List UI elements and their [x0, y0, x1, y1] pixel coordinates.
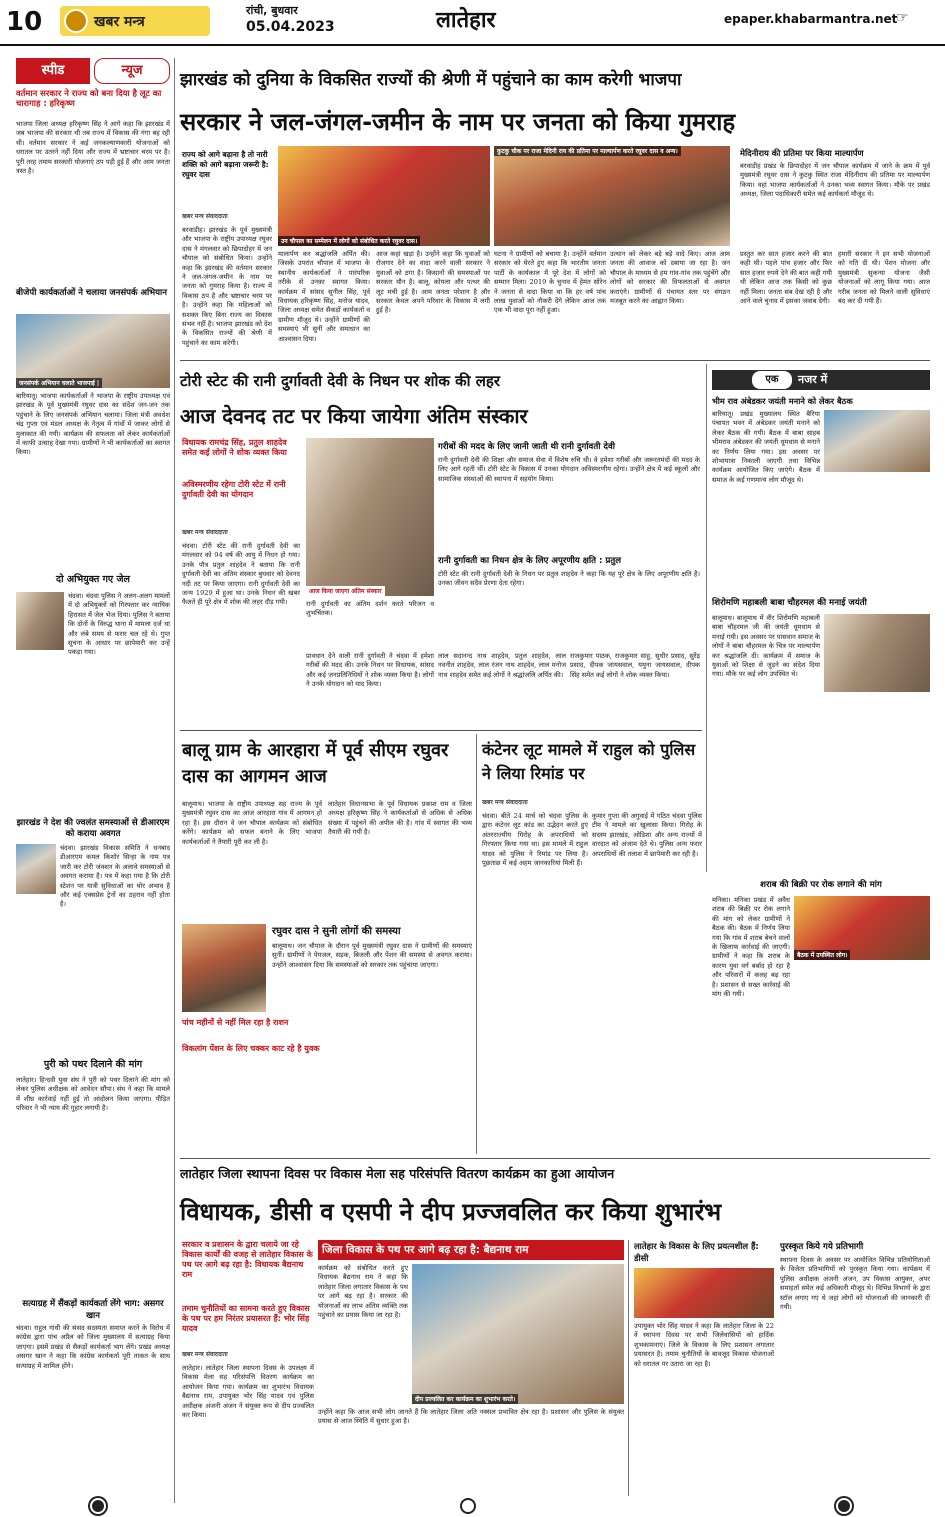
registration-mark-icon	[836, 1498, 852, 1514]
lead-side-body-2: प्रस्तुत कर सात हजार करने की बात कही थी। पहले पांच हजार और फिर सात हजार रुपये देने की बात कही गयी थी लेकिन आज तक किसी को कुछ नहीं मिला। जनता सब देख रही है और आने वाले चुनाव में इसका जवाब देगी।	[740, 250, 832, 306]
rani-subhead: आज देवनद तट पर किया जायेगा अंतिम संस्कार	[180, 404, 528, 428]
container-dateline: खबर मन्त्र संवाददाता	[482, 799, 528, 806]
rani-headline-band	[180, 366, 700, 396]
speed-label: स्पीड	[16, 58, 90, 84]
brand-name: खबर मन्त्र	[94, 14, 145, 30]
speed-story4-headline: झारखंड ने देश की ज्वलंत समस्याओं से डीआरएम को कराया अवगत	[16, 818, 170, 839]
masthead-city-day: रांची, बुधवार	[246, 4, 298, 17]
speed-news-label	[16, 58, 170, 84]
rani-point-1: विधायक रामचंद्र सिंह, प्रतुल शाहदेव समेत कई लोगों ने शोक व्यक्त किया	[182, 438, 287, 457]
sthapna-photo-caption: दीप प्रज्वलित कर कार्यक्रम का शुभारंभ करते।	[412, 1394, 518, 1404]
ek-story1-body-cont	[712, 504, 930, 544]
raghuvar-box-headline: रघुवर दास ने सुनी लोगों की समस्या	[272, 926, 401, 937]
baalu-body-1: बालूमाथ। भाजपा के राष्ट्रीय उपाध्यक्ष सह राज्य के पूर्व मुख्यमंत्री रघुवर दास का आज आरहारा गांव में आगमन हो रहा है। इस दौरान वे जन चौपाल कार्यक्रम को संबोधित करेंगे। कार्यक्रम को सफल बनाने के लिए भाजपा कार्यकर्ताओं ने तैयारी पूरी कर ली है।	[182, 800, 322, 846]
brand-logo	[60, 6, 210, 36]
raghuvar-box-point-2: विकलांग पेंशन के लिए चक्कर काट रहे है युवक	[182, 1044, 320, 1053]
epaper-url[interactable]: epaper.khabarmantra.net	[724, 12, 898, 26]
lead-photo-1-caption: उन चौपाल का सम्मेलन में लोगों को संबोधित करते रघुवर दास।	[278, 236, 420, 246]
lead-bottom-rule	[180, 360, 930, 361]
rani-box-2-body: टोरी स्टेट की रानी दुर्गावती देवी के निधन पर प्रतुल शाहदेव ने कहा कि यह पूरे क्षेत्र के लिए अपूरणीय क्षति है। उनका जीवन सदैव प्रेरणा देता रहेगा।	[438, 570, 700, 588]
ek-story1-body: बारियातू। प्रखंड मुख्यालय स्थित बैरिया पंचायत भवन में अंबेडकर जयंती मनाने को लेकर बैठक की गयी। बैठक में बाबा साहब भीमराव अंबेडकर की जयंती धूमधाम से मनाने का निर्णय लिया गया। इस अवसर पर शोभायात्रा निकाली जाएगी तथा विभिन्न कार्यक्रम आयोजित किए जाएंगे। बैठक में समाज के कई गणमान्य लोग मौजूद थे।	[712, 410, 820, 484]
ek-story2-photo	[824, 614, 930, 692]
speed-story3-photo	[16, 592, 64, 650]
section-name: लातेहार	[436, 8, 496, 33]
speed-story6-body: चंदवा। राहुल गांधी की संसद सदस्यता समाप्त करने के विरोध में कांग्रेस द्वारा पांच अप्रैल को जिला मुख्यालय में सत्याग्रह किया जाएगा। इसमें प्रखंड से सैकड़ों कार्यकर्ता भाग लेंगे। प्रखंड अध्यक्ष असगर खान ने कहा कि कांग्रेस कार्यकर्ता पूरी ताकत के साथ सत्याग्रह में शामिल होंगे।	[16, 1324, 170, 1370]
rani-dateline: खबर मन्त्र संवाददाता	[182, 529, 228, 536]
sthapna-dc-body: उपायुक्त भोर सिंह यादव ने कहा कि लातेहार जिला के 22 वें स्थापना दिवस पर सभी जिलेवासियों को हार्दिक शुभकामनाएं। जिले के विकास के लिए प्रशासन लगातार प्रयासरत है। तमाम चुनौतियों के बावजूद विकास योजनाओं को धरातल पर उतारा जा रहा है।	[634, 1322, 774, 1368]
news-label: न्यूज	[94, 58, 170, 84]
lead-photo-1	[278, 146, 490, 246]
speed-story3-body: चंदवा। चंदवा पुलिस ने अलग-अलग मामलों में दो अभियुक्तों को गिरफ्तार कर न्यायिक हिरासत में जेल भेज दिया। पुलिस ने बताया कि दोनों के विरुद्ध थाना में मामला दर्ज था और लंबे समय से फरार चल रहे थे। गुप्त सूचना के आधार पर छापेमारी कर उन्हें पकड़ा गया।	[68, 592, 170, 657]
ek-story3-body: मनिका। मनिका प्रखंड में अवैध शराब की बिक्री पर रोक लगाने की मांग को लेकर ग्रामीणों ने बैठक की। बैठक में निर्णय लिया गया कि गांव में शराब बेचने वालों के खिलाफ कार्रवाई की जाएगी। ग्रामीणों ने कहा कि शराब के कारण युवा वर्ग बर्बाद हो रहा है और परिवारों में कलह बढ़ रहा है। प्रशासन से सख्त कार्रवाई की मांग की गयी।	[712, 896, 790, 999]
sthapna-photo	[412, 1264, 624, 1404]
speed-story1-headline: वर्तमान सरकार ने राज्य को बना दिया है लूट का चारागाह : हरिकृष्ण	[16, 88, 162, 108]
sthapna-headline: विधायक, डीसी व एसपी ने दीप प्रज्जवलित कर किया शुभारंभ	[180, 1198, 722, 1226]
sthapna-dc-photo	[634, 1268, 774, 1318]
rani-body-1: चंदवा। टोरी स्टेट की रानी दुर्गावती देवी का मंगलवार को 94 वर्ष की आयु में निधन हो गया। उनके पौत्र प्रतुल शाहदेव ने बताया कि रानी दुर्गावती देवी का अंतिम संस्कार बुधवार को देवनद नदी तट पर किया जाएगा। रानी दुर्गावती देवी का जन्म 1929 में हुआ था। उनके निधन की खबर फैलते ही पूरे क्षेत्र में शोक की लहर दौड़ गयी।	[182, 542, 300, 607]
baalu-headline: बालू ग्राम के आरहारा में पूर्व सीएम रघुवर दास का आगमन आज	[182, 740, 449, 787]
ek-nazar-label	[712, 370, 930, 390]
baalu-divider	[476, 734, 477, 1154]
container-body-2: कुमार गुप्ता की अगुवाई में गठित चंदवा पुलिस टीम ने मामले का खुलासा किया। गिरोह के सदस्य झारखंड, ओडिशा और अन्य राज्यों में वारदात को अंजाम देते थे। पुलिस अन्य फरार अपराधियों की तलाश में छापेमारी कर रही है।	[592, 812, 702, 858]
rani-photo	[306, 438, 434, 596]
lead-kicker-text: झारखंड को दुनिया के विकसित राज्यों की श्रेणी में पहुंचाने का काम करेगी भाजपा	[180, 70, 682, 90]
raghuvar-box-body-cont	[330, 1018, 472, 1150]
ek-story2-body: बालूमाथ। बालूमाथ में वीर शिरोमणि महाबली बाबा चौहरमल जी की जयंती धूमधाम से मनाई गयी। इस अवसर पर पासवान समाज के लोगों ने बाबा चौहरमल के चित्र पर माल्यार्पण कर श्रद्धांजलि दी। कार्यक्रम में समाज के युवाओं को शिक्षा से जुड़ने का संदेश दिया गया। मौके पर कई लोग उपस्थित थे।	[712, 614, 820, 679]
lead-side-headline: मेदिनीराय की प्रतिमा पर किया माल्यार्पण	[740, 148, 864, 158]
container-body-1: चंदवा। बीते 24 मार्च को चंदवा पुलिस के द्वारा कंटेनर लूट कांड का उद्भेदन करते हुए अंतरराज्यीय गिरोह के अपराधियों को गिरफ्तार किया गया था। इस मामले में राहुल यादव को पुलिस ने रिमांड पर लिया है। पूछताछ में कई अहम जानकारियां मिली हैं।	[482, 812, 588, 868]
lead-headline: सरकार ने जल-जंगल-जमीन के नाम पर जनता को किया गुमराह	[180, 108, 736, 136]
lead-body-2: मालार्पण कर श्रद्धांजलि अर्पित की। जिसके उपरांत चौपाल में भाजपा के स्थानीय कार्यकर्ताओं ने पारंपरिक तरीके से उनका स्वागत किया। कार्यक्रम में सांसद सुनील सिंह, पूर्व विधायक हरिकृष्ण सिंह, मनोज यादव, जिला अध्यक्ष समेत सैकड़ों कार्यकर्ता व ग्रामीण मौजूद थे। उन्होंने ग्रामीणों की समस्याएं भी सुनीं और समाधान का आश्वासन दिया।	[278, 250, 370, 343]
page-number: 10	[6, 7, 43, 37]
speed-story3-headline: दो अभियुक्त गए जेल	[56, 574, 130, 585]
masthead-date: 05.04.2023	[246, 19, 335, 35]
rani-bottom-rule	[180, 730, 702, 731]
lead-photo-2	[494, 146, 730, 246]
lead-headline-band	[180, 102, 930, 142]
ek-story3-body-cont	[712, 962, 930, 1156]
rani-box-1-body: रानी दुर्गावती देवी की शिक्षा और समाज सेवा में विशेष रुचि थी। वे हमेशा गरीबों और जरूरतमंदों की मदद के लिए आगे रहती थीं। टोरी स्टेट के विकास में उनका योगदान अविस्मरणीय रहेगा। उन्होंने क्षेत्र में कई स्कूलों और सामाजिक संस्थाओं की स्थापना में सहयोग किया।	[438, 456, 700, 483]
sthapna-point-2: तमाम चुनौतियों का सामना करते हुए विकास के पथ पर हम निरंतर प्रयासरत हैं: भोर सिंह यादव	[182, 1304, 310, 1333]
rani-box-1-headline: गरीबों की मदद के लिए जानी जाती थी रानी दुर्गावती देवी	[438, 442, 616, 452]
sthapna-dc-headline: लातेहार के विकास के लिए प्रयत्नशील हैं: डीसी	[634, 1241, 759, 1263]
sthapna-divider	[628, 1240, 629, 1496]
speed-story4-photo	[16, 844, 56, 894]
lead-side-body: बरवाडीह प्रखंड के छिपादोहर में जन चौपाल कार्यक्रम में जाने के क्रम में पूर्व मुख्यमंत्री रघुवर दास ने कुटकु स्थित राजा मेदिनीराय की प्रतिमा पर माल्यार्पण किया। वहां भाजपा कार्यकर्ताओं ने उनका भव्य स्वागत किया। मौके पर प्रखंड अध्यक्ष, जिला पदाधिकारी समेत कई कार्यकर्ता मौजूद थे।	[740, 162, 930, 199]
lead-body-1: बरवाडीह। झारखंड के पूर्व मुख्यमंत्री और भाजपा के राष्ट्रीय उपाध्यक्ष रघुवर दास ने मंगलवार को छिपादोहर में जन चौपाल को संबोधित किया। उन्होंने कहा कि झारखंड की वर्तमान सरकार ने जल-जंगल-जमीन के नाम पर जनता को गुमराह किया है। राज्य में विकास ठप है और भ्रष्टाचार चरम पर है। उन्होंने कहा कि महिलाओं को सशक्त किए बिना राज्य का विकास संभव नहीं है। भाजपा झारखंड को देश के विकसित राज्यों की श्रेणी में पहुंचाने का काम करेगी।	[182, 226, 272, 347]
speed-story2-photo	[16, 314, 170, 388]
speed-story2-body: बारियातू। भाजपा कार्यकर्ताओं ने भाजपा के राष्ट्रीय उपाध्यक्ष एवं झारखंड के पूर्व मुख्यमंत्री रघुवर दास का संदेश जन-जन तक पहुंचाने के लिए जनसंपर्क अभियान चलाया। जिला मंत्री अवधेश चंद्र गुप्ता एवं मंडल अध्यक्ष के नेतृत्व में गांवों में जाकर लोगों से मुलाकात की गयी। कार्यक्रम की सफलता को लेकर कार्यकर्ताओं में काफी उत्साह देखा गया। ग्रामीणों ने भी कार्यकर्ताओं का स्वागत किया।	[16, 392, 170, 457]
sthapna-body-3: उन्होंने कहा कि आज सभी लोग जानते हैं कि लातेहार जिला अति नक्सल प्रभावित क्षेत्र रहा है। प्रशासन और पुलिस के संयुक्त प्रयास से आज स्थिति में सुधार हुआ है।	[318, 1408, 624, 1426]
brand-badge-icon	[64, 9, 88, 33]
lead-side-body-3: हमारी सरकार ने इन सभी योजनाओं को गति दी थी। पेंशन योजना और मुख्यमंत्री सुकन्या योजना जैसी योजनाओं को लागू किया गया। आज गरीब जनता को मिलने वाली सुविधाएं बंद कर दी गयी हैं।	[838, 250, 930, 306]
masthead-divider	[0, 44, 945, 46]
raghuvar-box	[182, 924, 472, 1154]
sthapna-banner	[318, 1240, 624, 1260]
raghuvar-box-photo	[182, 924, 266, 1012]
sthapna-dateline: खबर मन्त्र संवाददाता	[182, 1351, 228, 1358]
cursor-pointer-icon: ☞	[896, 10, 909, 26]
speed-story5-headline: पुरी को पथर दिलाने की मांग	[43, 1059, 143, 1070]
raghuvar-box-body: बालूमाथ। जन चौपाल के दौरान पूर्व मुख्यमंत्री रघुवर दास ने ग्रामीणों की समस्याएं सुनीं। ग्रामीणों ने पेयजल, सड़क, बिजली और पेंशन की समस्या से अवगत कराया। उन्होंने आश्वासन दिया कि समस्याओं को सरकार तक पहुंचाया जाएगा।	[272, 942, 472, 969]
column-divider-right	[706, 364, 707, 872]
speed-story6-headline: सत्याग्रह में सैंकड़ों कार्यकर्ता लेंगे भाग: असगर खान	[22, 1299, 164, 1321]
rani-box-2-headline: रानी दुर्गावती का निधन क्षेत्र के लिए अपूरणीय क्षति : प्रतुल	[438, 556, 622, 566]
nazar-label: नजर में	[798, 373, 828, 386]
lead-quote-box	[182, 150, 272, 206]
rani-body-3: लाल सदानन्द नाथ शाहदेव, प्रतुल शाहदेव, लाल नवनीत शाहदेव, लाल रंजन नाथ शाहदेव, लाल मनोज नाथ शाहदेव समेत कई लोगों ने श्रद्धांजलि अर्पित की।	[438, 652, 566, 679]
ek-story1-photo	[824, 410, 930, 472]
speed-news-column	[16, 58, 170, 1503]
lead-kicker	[180, 64, 930, 96]
rani-point-2: अविस्मरणीय रहेगा टोरी स्टेट में रानी दुर्गावती देवी का योगदान	[182, 480, 286, 499]
ek-story3-photo	[794, 896, 930, 960]
speed-story1-body: भाजपा जिला अध्यक्ष हरिकृष्ण सिंह ने आगे कहा कि झारखंड में जब भाजपा की सरकार थी तब राज्य में विकास की गंगा बह रही थी। वर्तमान सरकार ने कई जनकल्याणकारी योजनाओं को धरातल पर उतरने नहीं दिया और राज्य में भ्रष्टाचार चरम पर है। पूरी तरह तमाम सरकारी योजनाएं ठप पड़ी हुई हैं और आम जनता त्रस्त है।	[16, 120, 170, 176]
baalu-body-2: लातेहार विधानसभा के पूर्व विधायक प्रकाश राम व जिला अध्यक्ष हरिकृष्ण सिंह ने कार्यकर्ताओं से अधिक से अधिक संख्या में पहुंचने की अपील की है। गांव में स्वागत की भव्य तैयारी की गयी है।	[328, 800, 472, 837]
rani-photo-note: रानी दुर्गावती का अंतिम दर्शन करते परिजन व शुभचिंतक।	[306, 600, 434, 618]
registration-mark-icon	[90, 1498, 106, 1514]
lead-body-4: घटना ने ग्रामीणों को बचाया है। उन्होंने वर्तमान सरकार को घेरते हुए कहा कि भारतीय जनता पार्टी के कार्यकाल में पूरे देश में लोगों को सम्मान मिला। 2019 के चुनाव में हेमंत सोरेन ने जनता से वादा किया था कि हर वर्ष पांच लाख युवाओं को नौकरी देंगे लेकिन आज तक एक भी वादा पूरा नहीं हुआ।	[494, 250, 606, 315]
speed-story5-body: लातेहार। हिन्दवी युवा संघ ने पुरी को पथर दिलाने की मांग को लेकर पुलिस अधीक्षक को आवेदन सौंपा। संघ ने कहा कि मामले में शीघ्र कार्रवाई नहीं हुई तो आंदोलन किया जाएगा। पीड़ित परिवार ने भी न्याय की गुहार लगायी है।	[16, 1076, 170, 1113]
sthapna-body-1: लातेहार। लातेहार जिला स्थापना दिवस के उपलक्ष्य में विकास मेला सह परिसंपत्ति वितरण कार्यक्रम का आयोजन किया गया। कार्यक्रम का शुभारंभ विधायक बैद्यनाथ राम, उपायुक्त भोर सिंह यादव एवं पुलिस अधीक्षक अंजनी अंजन ने संयुक्त रूप से दीप प्रज्वलित कर किया।	[182, 1364, 314, 1420]
lead-body-3: आज कहां खड़ा है। उन्होंने कहा कि युवाओं को रोजगार देने का वादा करने वाली सरकार ने युवाओं को ठगा है। किसानों की समस्याओं पर सरकार मौन है। बालू, कोयला और पत्थर की लूट मची हुई है। आम जनता परेशान है और सरकार केवल अपने परिवार के विकास में लगी हुई है।	[376, 250, 490, 315]
sthapna-prize-body: स्थापना दिवस के अवसर पर आयोजित विभिन्न प्रतियोगिताओं के विजेता प्रतिभागियों को पुरस्कृत किया गया। कार्यक्रम में पुलिस अधीक्षक अंजनी अंजन, उप विकास आयुक्त, अपर समाहर्ता समेत कई अधिकारी मौजूद थे। विभिन्न विभागों के द्वारा स्टॉल लगाए गए थे जहां लोगों को योजनाओं की जानकारी दी गयी।	[780, 1256, 930, 1312]
lead-dateline: खबर मन्त्र संवाददाता	[182, 213, 228, 220]
masthead	[0, 0, 945, 46]
container-headline: कंटेनर लूट मामले में राहुल को पुलिस ने लिया रिमांड पर	[482, 740, 696, 783]
lead-photo-2-caption: कुटकु चौक पर राजा मेदिनी राय की प्रतिमा पर माल्यार्पण करते रघुवर दास व अन्य।	[494, 146, 681, 156]
speed-story2-photo-caption: जनसंपर्क अभियान चलाते भाजपाई |	[16, 378, 102, 388]
sthapna-kicker: लातेहार जिला स्थापना दिवस पर विकास मेला सह परिसंपत्ति वितरण कार्यक्रम का हुआ आयोजन	[180, 1166, 615, 1181]
raghuvar-box-point-1: पांच महीनों से नहीं मिल रहा है राशन	[182, 1018, 289, 1027]
registration-mark-icon	[460, 1498, 476, 1514]
rani-photo-caption: आज किया जाएगा अंतिम संस्कार	[306, 586, 385, 596]
sthapna-body-2: कार्यक्रम को संबोधित करते हुए विधायक बैद्यनाथ राम ने कहा कि लातेहार जिला लगातार विकास के पथ पर आगे बढ़ रहा है। सरकार की योजनाओं का लाभ अंतिम व्यक्ति तक पहुंचाने का प्रयास किया जा रहा है।	[318, 1264, 408, 1320]
ek-story2-headline: शिरोमणि महाबली बाबा चौहरमल की मनाई जयंती	[712, 598, 867, 608]
speed-story2-headline: बीजेपी कार्यकर्ताओं ने चलाया जनसंपर्क अभियान	[16, 288, 167, 298]
lead-quote: राज्य को आगे बढ़ाना है तो नारी शक्ति को आगे बढ़ाना जरूरी है: रघुवर दास	[182, 150, 269, 179]
speed-story4-body: चंदवा। झारखंड विकास समिति ने धनबाद डीआरएम कमल किशोर सिन्हा के नाम पत्र जारी कर टोरी जंक्शन के अलावे समस्याओं से अवगत कराया है। पत्र में कहा गया है कि टोरी स्टेशन पर यात्री सुविधाओं का घोर अभाव है और कई एक्सप्रेस ट्रेनों का ठहराव नहीं होता है।	[60, 844, 170, 909]
ek-story1-headline: भीम राव अंबेडकर जयंती मनाने को लेकर बैठक	[712, 396, 853, 406]
ek-story3-headline: शराब की बिक्री पर रोक लगाने की मांग	[760, 880, 882, 890]
sthapna-top-rule	[180, 1158, 930, 1159]
ek-story3-photo-caption: बैठक में उपस्थित लोग।	[794, 950, 850, 960]
sthapna-point-1: सरकार व प्रशासन के द्वारा चलाये जा रहे विकास कार्यों की वजह से लातेहार विकास के पथ पर आगे बढ़ रहा है: विधायक बैद्यनाथ राम	[182, 1240, 313, 1279]
rani-body-2: प्रावधान देने वाली रानी दुर्गावती ने चंदवा में हमेशा गरीबों की मदद की। उनके निधन पर विधायक, सांसद और कई जनप्रतिनिधियों ने शोक व्यक्त किया है। लोगों ने उनके योगदान को याद किया।	[306, 652, 434, 689]
rani-body-4: राजकुमार पाठक, राजकुमार साहू, सुधीर प्रसाद, सुरेंद्र प्रसाद, दीपक जायसवाल, यमुना जायसवाल, दीपक सिंह समेत कई लोगों ने शोक व्यक्त किया।	[570, 652, 700, 679]
sthapna-prize-headline: पुरस्कृत किये गये प्रतिभागी	[780, 1242, 864, 1252]
column-divider-left	[174, 58, 175, 1503]
sthapna-banner-text: जिला विकास के पथ पर आगे बढ़ रहा है: बैद्यनाथ राम	[322, 1244, 529, 1256]
lead-body-5: उत्थान को लेकर बड़े बड़े वादे किए। आज आम जनता की आवाज को दबाया जा रहा है। जन चौपाल के माध्यम से हम गांव-गांव तक पहुंचेंगे और लोगों को सरकार की विफलताओं से अवगत कराएंगे। ग्रामीणों से पंचायत स्तर पर संगठन मजबूत करने का आह्वान किया।	[610, 250, 730, 306]
rani-headline: टोरी स्टेट की रानी दुर्गावती देवी के निधन पर शोक की लहर	[180, 372, 500, 390]
ek-label: एक	[752, 371, 792, 389]
